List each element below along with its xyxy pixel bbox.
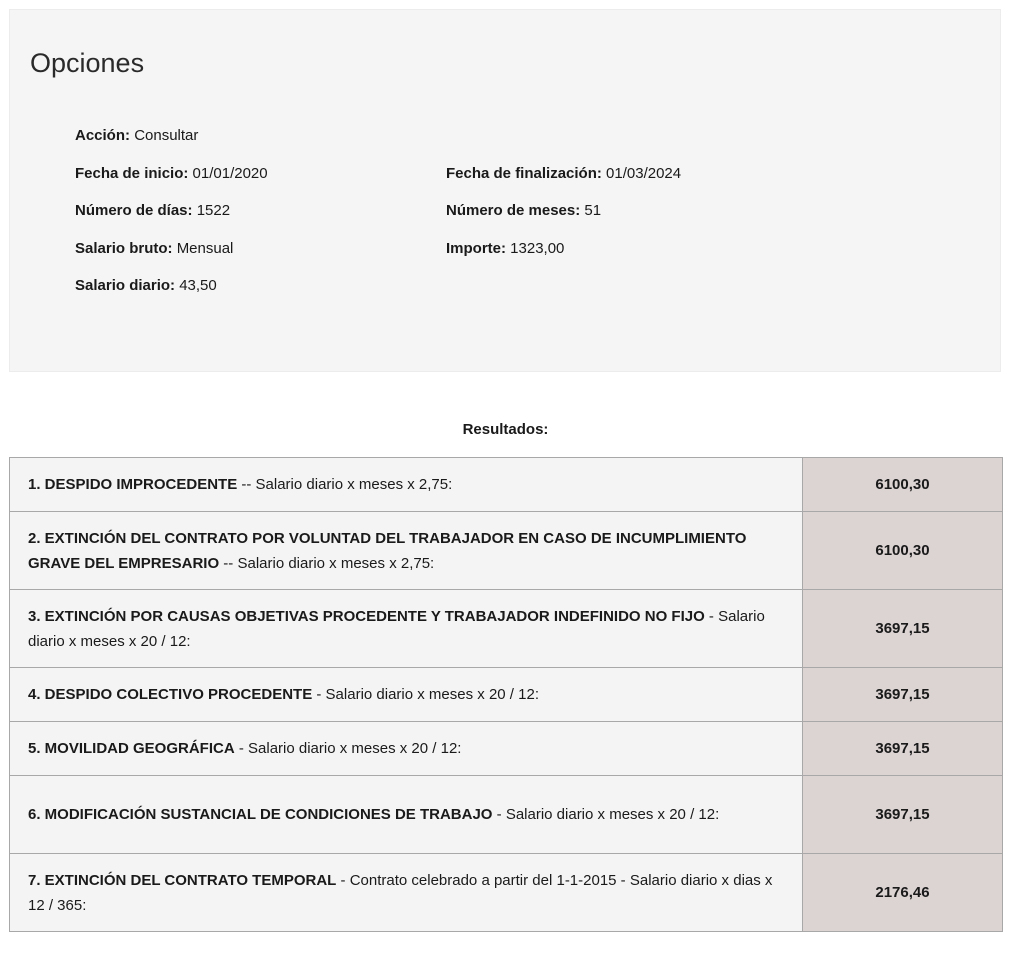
option-num-meses-value: 51 <box>584 202 602 219</box>
result-formula: - Salario diario x meses x 20 / 12: <box>234 740 462 757</box>
option-fecha-fin-value: 01/03/2024 <box>606 165 682 182</box>
option-importe <box>446 240 564 258</box>
table-row <box>10 590 1003 668</box>
result-title: 2. EXTINCIÓN DEL CONTRATO POR VOLUNTAD DEL TRABAJADOR EN CASO DE INCUMPLIMIENTO GRAVE DEL EMPRESARIO <box>28 529 747 572</box>
option-fecha-fin-label: Fecha de finalización: <box>446 165 602 182</box>
table-row <box>10 512 1003 590</box>
result-value: 3697,15 <box>803 590 1003 668</box>
table-row <box>10 722 1003 776</box>
result-formula: -- Salario diario x meses x 2,75: <box>237 476 453 493</box>
result-title: 4. DESPIDO COLECTIVO PROCEDENTE <box>28 686 313 703</box>
option-num-meses <box>446 202 601 220</box>
table-row <box>10 854 1003 932</box>
options-panel <box>9 9 1001 372</box>
option-num-dias <box>75 202 230 220</box>
option-num-meses-label: Número de meses: <box>446 202 581 219</box>
option-salario-diario-label: Salario diario: <box>75 277 176 294</box>
options-title: Opciones <box>30 48 145 78</box>
result-description <box>10 458 803 512</box>
option-fecha-fin <box>446 165 681 183</box>
result-formula: - Salario diario x meses x 20 / 12: <box>28 607 765 650</box>
option-accion-label: Acción: <box>75 127 131 144</box>
result-description <box>10 512 803 590</box>
results-table <box>9 457 1003 932</box>
option-accion-value: Consultar <box>134 127 199 144</box>
result-formula: -- Salario diario x meses x 2,75: <box>219 554 435 572</box>
option-importe-label: Importe: <box>446 240 506 257</box>
result-value: 3697,15 <box>803 776 1003 854</box>
result-title: 5. MOVILIDAD GEOGRÁFICA <box>28 740 235 757</box>
result-description <box>10 722 803 776</box>
option-fecha-inicio-label: Fecha de inicio: <box>75 165 189 182</box>
result-description <box>10 776 803 854</box>
option-salario-bruto <box>75 240 233 258</box>
result-title: 3. EXTINCIÓN POR CAUSAS OBJETIVAS PROCEDENTE Y TRABAJADOR INDEFINIDO NO FIJO <box>28 607 705 625</box>
result-description <box>10 854 803 932</box>
result-value: 3697,15 <box>803 722 1003 776</box>
result-title: 1. DESPIDO IMPROCEDENTE <box>28 476 238 493</box>
result-title: 7. EXTINCIÓN DEL CONTRATO TEMPORAL <box>28 871 337 889</box>
option-fecha-inicio-value: 01/01/2020 <box>192 165 268 182</box>
result-description <box>10 668 803 722</box>
option-importe-value: 1323,00 <box>510 240 565 257</box>
table-row <box>10 458 1003 512</box>
results-heading: Resultados: <box>462 421 549 438</box>
result-formula: - Salario diario x meses x 20 / 12: <box>492 806 720 823</box>
result-value: 3697,15 <box>803 668 1003 722</box>
result-value: 2176,46 <box>803 854 1003 932</box>
option-salario-bruto-value: Mensual <box>176 240 234 257</box>
option-fecha-inicio <box>75 165 268 183</box>
option-salario-diario-value: 43,50 <box>179 277 217 294</box>
option-accion <box>75 127 198 145</box>
result-value: 6100,30 <box>803 512 1003 590</box>
result-formula: - Salario diario x meses x 20 / 12: <box>312 686 539 703</box>
option-salario-diario <box>75 277 217 295</box>
table-row <box>10 668 1003 722</box>
result-value: 6100,30 <box>803 458 1003 512</box>
option-salario-bruto-label: Salario bruto: <box>75 240 173 257</box>
result-formula: - Contrato celebrado a partir del 1-1-2015 - Salario diario x dias x 12 / 365: <box>28 871 773 914</box>
result-description <box>10 590 803 668</box>
option-num-dias-label: Número de días: <box>75 202 193 219</box>
table-row <box>10 776 1003 854</box>
result-title: 6. MODIFICACIÓN SUSTANCIAL DE CONDICIONES DE TRABAJO <box>28 806 493 823</box>
option-num-dias-value: 1522 <box>196 202 231 219</box>
